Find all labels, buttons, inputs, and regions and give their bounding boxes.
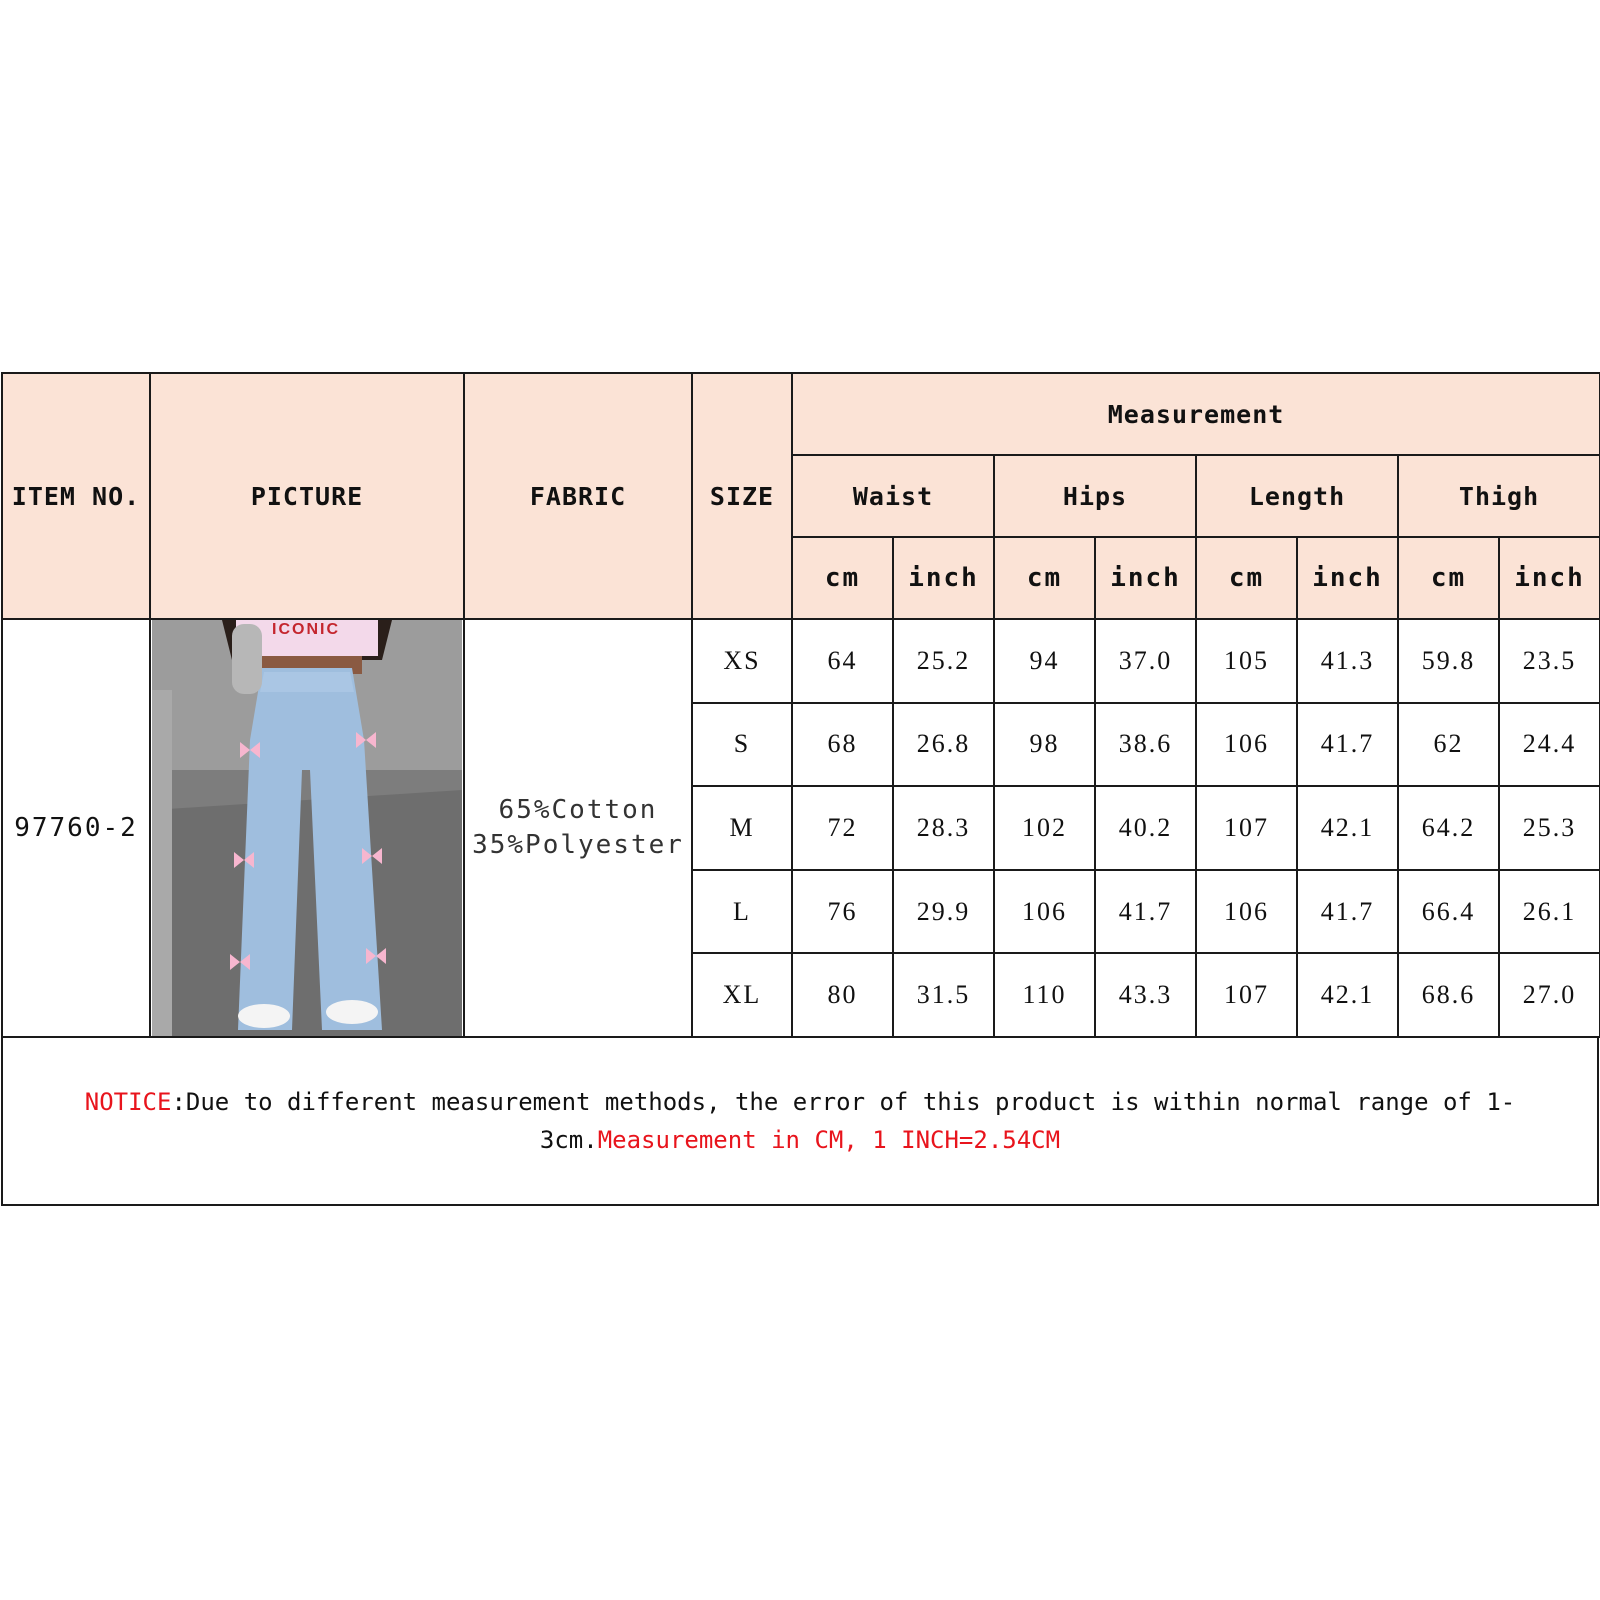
size-cell: M — [692, 786, 792, 870]
size-header: SIZE — [692, 373, 792, 619]
waist-inch: 31.5 — [893, 953, 994, 1037]
hips-inch: 40.2 — [1095, 786, 1196, 870]
hips-header: Hips — [994, 455, 1196, 537]
waist-header: Waist — [792, 455, 994, 537]
fabric-line-2: 35%Polyester — [472, 830, 684, 860]
length-inch: 42.1 — [1297, 953, 1398, 1037]
thigh-cm-header: cm — [1398, 537, 1499, 619]
hips-cm: 106 — [994, 870, 1095, 954]
fabric-cell — [464, 619, 692, 1037]
fabric-header: FABRIC — [464, 373, 692, 619]
size-chart — [1, 372, 1599, 1206]
waist-inch: 29.9 — [893, 870, 994, 954]
waist-cm: 64 — [792, 619, 893, 703]
waist-cm: 76 — [792, 870, 893, 954]
hips-cm: 94 — [994, 619, 1095, 703]
fabric-line-1: 65%Cotton — [498, 795, 658, 825]
item-no-header: ITEM NO. — [2, 373, 150, 619]
waist-cm: 72 — [792, 786, 893, 870]
length-inch: 41.7 — [1297, 870, 1398, 954]
thigh-cm: 62 — [1398, 703, 1499, 787]
picture-header: PICTURE — [150, 373, 464, 619]
notice-box — [1, 1038, 1599, 1206]
thigh-inch: 26.1 — [1499, 870, 1600, 954]
thigh-inch-header: inch — [1499, 537, 1600, 619]
thigh-header: Thigh — [1398, 455, 1600, 537]
waist-cm: 68 — [792, 703, 893, 787]
notice-body: :Due to different measurement methods, the error of this product is within normal range of 1-3cm. — [171, 1088, 1516, 1154]
hips-inch: 41.7 — [1095, 870, 1196, 954]
thigh-cm: 59.8 — [1398, 619, 1499, 703]
size-cell: XL — [692, 953, 792, 1037]
waist-inch: 25.2 — [893, 619, 994, 703]
thigh-inch: 25.3 — [1499, 786, 1600, 870]
length-inch: 41.7 — [1297, 703, 1398, 787]
waist-cm: 80 — [792, 953, 893, 1037]
size-cell: S — [692, 703, 792, 787]
hips-inch-header: inch — [1095, 537, 1196, 619]
waist-cm-header: cm — [792, 537, 893, 619]
waist-inch: 26.8 — [893, 703, 994, 787]
hips-cm: 102 — [994, 786, 1095, 870]
length-cm: 105 — [1196, 619, 1297, 703]
item-number: 97760-2 — [2, 619, 150, 1037]
thigh-inch: 24.4 — [1499, 703, 1600, 787]
thigh-cm: 64.2 — [1398, 786, 1499, 870]
measurement-header: Measurement — [792, 373, 1600, 455]
waist-inch: 28.3 — [893, 786, 994, 870]
length-header: Length — [1196, 455, 1398, 537]
hips-inch: 38.6 — [1095, 703, 1196, 787]
hips-inch: 37.0 — [1095, 619, 1196, 703]
length-cm: 107 — [1196, 786, 1297, 870]
header-row-1 — [2, 373, 1600, 455]
length-cm-header: cm — [1196, 537, 1297, 619]
size-cell: L — [692, 870, 792, 954]
length-inch-header: inch — [1297, 537, 1398, 619]
waist-inch-header: inch — [893, 537, 994, 619]
notice-highlight: Measurement in CM, 1 INCH=2.54CM — [597, 1126, 1061, 1154]
hips-cm-header: cm — [994, 537, 1095, 619]
size-chart-table — [1, 372, 1600, 1038]
product-picture-cell — [150, 619, 464, 1037]
length-cm: 106 — [1196, 703, 1297, 787]
hips-cm: 98 — [994, 703, 1095, 787]
thigh-cm: 68.6 — [1398, 953, 1499, 1037]
size-cell: XS — [692, 619, 792, 703]
hips-cm: 110 — [994, 953, 1095, 1037]
hips-inch: 43.3 — [1095, 953, 1196, 1037]
svg-text:ICONIC: ICONIC — [272, 621, 340, 638]
length-cm: 107 — [1196, 953, 1297, 1037]
table-row — [2, 619, 1600, 703]
thigh-cm: 66.4 — [1398, 870, 1499, 954]
thigh-inch: 27.0 — [1499, 953, 1600, 1037]
length-cm: 106 — [1196, 870, 1297, 954]
thigh-inch: 23.5 — [1499, 619, 1600, 703]
product-photo — [152, 620, 462, 1036]
notice-label: NOTICE — [84, 1088, 172, 1116]
length-inch: 42.1 — [1297, 786, 1398, 870]
length-inch: 41.3 — [1297, 619, 1398, 703]
notice-text — [27, 1083, 1573, 1159]
